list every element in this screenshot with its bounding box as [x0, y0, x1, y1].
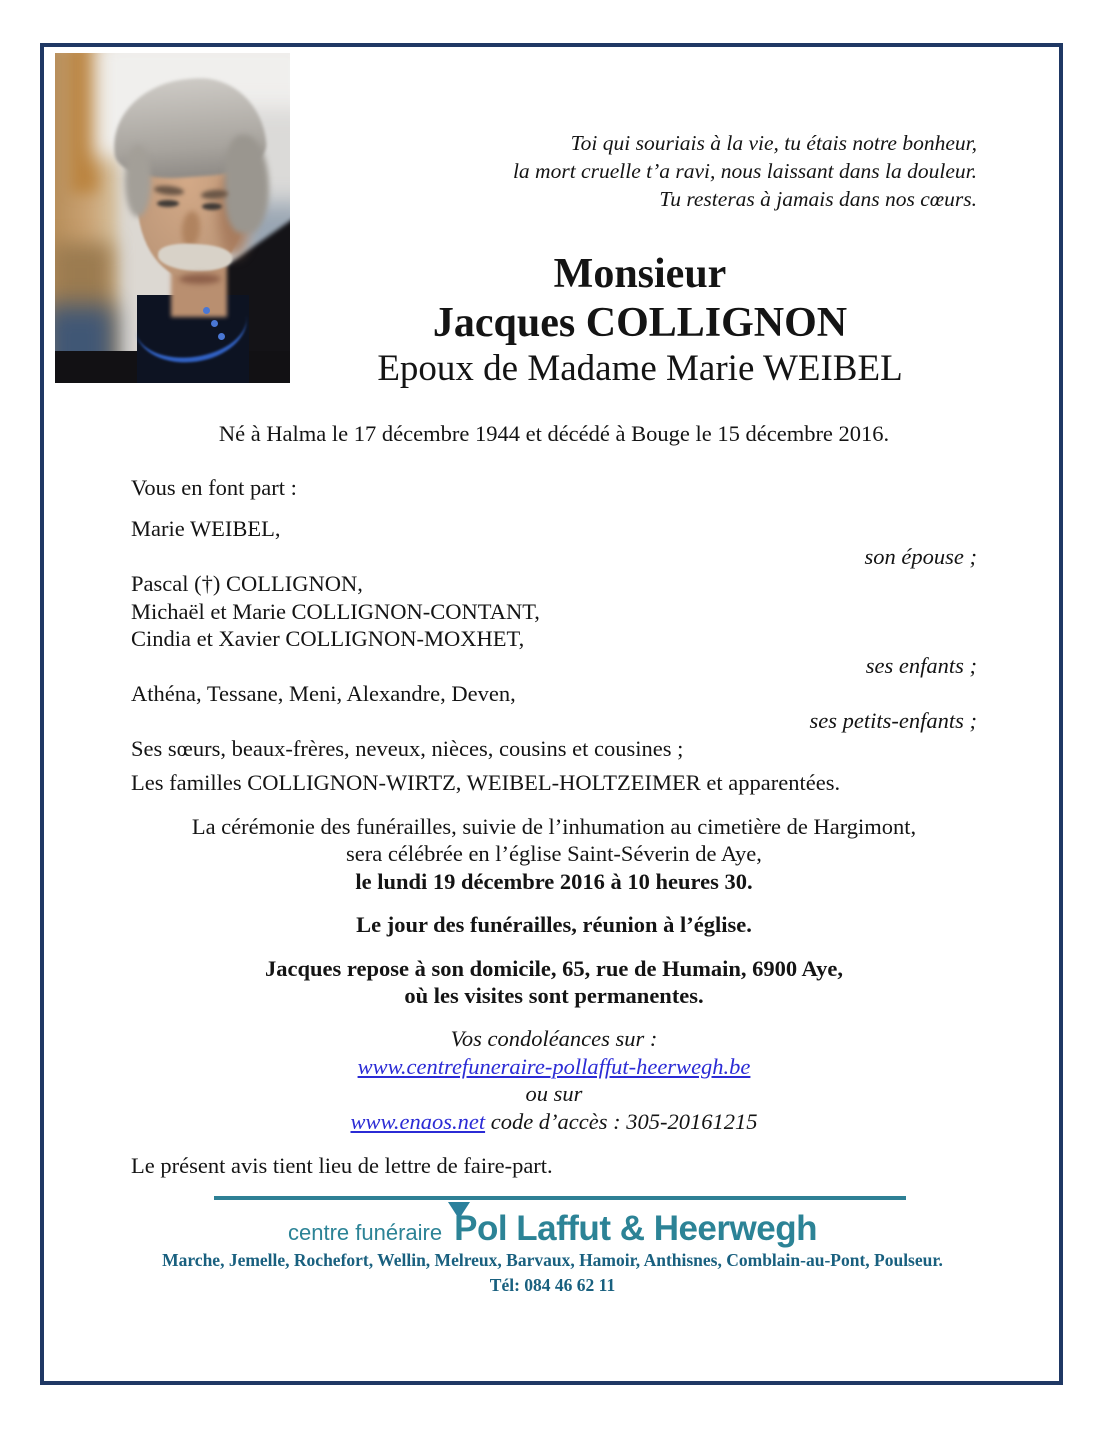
- photo-layer: [157, 200, 179, 207]
- ceremony-section: [131, 813, 977, 1135]
- photo-layer: [211, 320, 218, 327]
- ceremony-line: La cérémonie des funérailles, suivie de l’inhumation au cimetière de Hargimont,: [191, 814, 917, 839]
- epitaph: [513, 129, 977, 213]
- relation-label: son épouse ;: [864, 543, 977, 569]
- funeral-home-phone: Tél: 084 46 62 11: [489, 1275, 616, 1295]
- photo-layer: [203, 307, 210, 314]
- condolences-intro: Vos condoléances sur :: [450, 1026, 658, 1052]
- photo-layer: [125, 145, 151, 217]
- life-dates: Né à Halma le 17 décembre 1944 et décédé à Bouge le 15 décembre 2016.: [218, 421, 890, 446]
- ceremony-datetime: le lundi 19 décembre 2016 à 10 heures 30.: [355, 868, 753, 894]
- announcement-line: Pascal (†) COLLIGNON,: [131, 571, 363, 597]
- epitaph-line: Toi qui souriais à la vie, tu étais notre bonheur,: [570, 131, 977, 155]
- repose-line: Jacques repose à son domicile, 65, rue de Humain, 6900 Aye,: [265, 955, 843, 981]
- condolences-code-row: [131, 1108, 977, 1135]
- condolences-link-row: [131, 1053, 977, 1080]
- portrait-photo: [55, 53, 290, 383]
- photo-layer: [202, 203, 222, 210]
- ceremony-line: sera célébrée en l’église Saint-Séverin de Aye,: [346, 841, 762, 867]
- epitaph-line: la mort cruelle t’a ravi, nous laissant dans la douleur.: [512, 159, 977, 183]
- announcement-line: Athéna, Tessane, Meni, Alexandre, Deven,: [131, 680, 516, 706]
- announcement-line: Les familles COLLIGNON-WIRTZ, WEIBEL-HOLTZEIMER et apparentées.: [131, 770, 841, 796]
- relation-label: ses enfants ;: [865, 653, 977, 679]
- funeral-home-logo: [0, 1206, 1105, 1256]
- salutation: Monsieur: [553, 251, 727, 297]
- legal-notice: Le présent avis tient lieu de lettre de faire-part.: [131, 1153, 553, 1178]
- epitaph-line: Tu resteras à jamais dans nos cœurs.: [659, 187, 977, 211]
- reunion-line: Le jour des funérailles, réunion à l’église.: [356, 912, 752, 938]
- announcement-section: [131, 474, 977, 796]
- photo-layer: [179, 274, 221, 284]
- funeral-home-locations: Marche, Jemelle, Rochefort, Wellin, Melreux, Barvaux, Hamoir, Anthisnes, Comblain-au-Pont, Poulseur.: [162, 1250, 943, 1270]
- deceased-title-block: [290, 250, 990, 390]
- logo-prefix: centre funéraire: [288, 1220, 443, 1245]
- photo-layer: [218, 333, 225, 340]
- condolences-middle: ou sur: [525, 1081, 583, 1107]
- announcement-line: Marie WEIBEL,: [131, 516, 281, 542]
- deceased-name: Jacques COLLIGNON: [432, 300, 848, 346]
- enaos-link[interactable]: www.enaos.net: [350, 1108, 486, 1134]
- divider-rule: [214, 1196, 906, 1200]
- announcement-line: Cindia et Xavier COLLIGNON-MOXHET,: [131, 626, 525, 652]
- announcement-intro: Vous en font part :: [131, 475, 297, 500]
- triangle-icon: [448, 1202, 470, 1219]
- relation-label: ses petits-enfants ;: [809, 708, 977, 734]
- announcement-line: Michaël et Marie COLLIGNON-CONTANT,: [131, 598, 540, 624]
- spouse-line: Epoux de Madame Marie WEIBEL: [377, 348, 903, 389]
- announcement-line: Ses sœurs, beaux-frères, neveux, nièces, cousins et cousines ;: [131, 735, 684, 761]
- condolences-link[interactable]: www.centrefuneraire-pollaffut-heerwegh.be: [357, 1053, 751, 1079]
- access-code: code d’accès : 305-20161215: [485, 1108, 758, 1134]
- logo-name: Pol Laffut & Heerwegh: [454, 1209, 817, 1248]
- repose-line: où les visites sont permanentes.: [404, 983, 704, 1009]
